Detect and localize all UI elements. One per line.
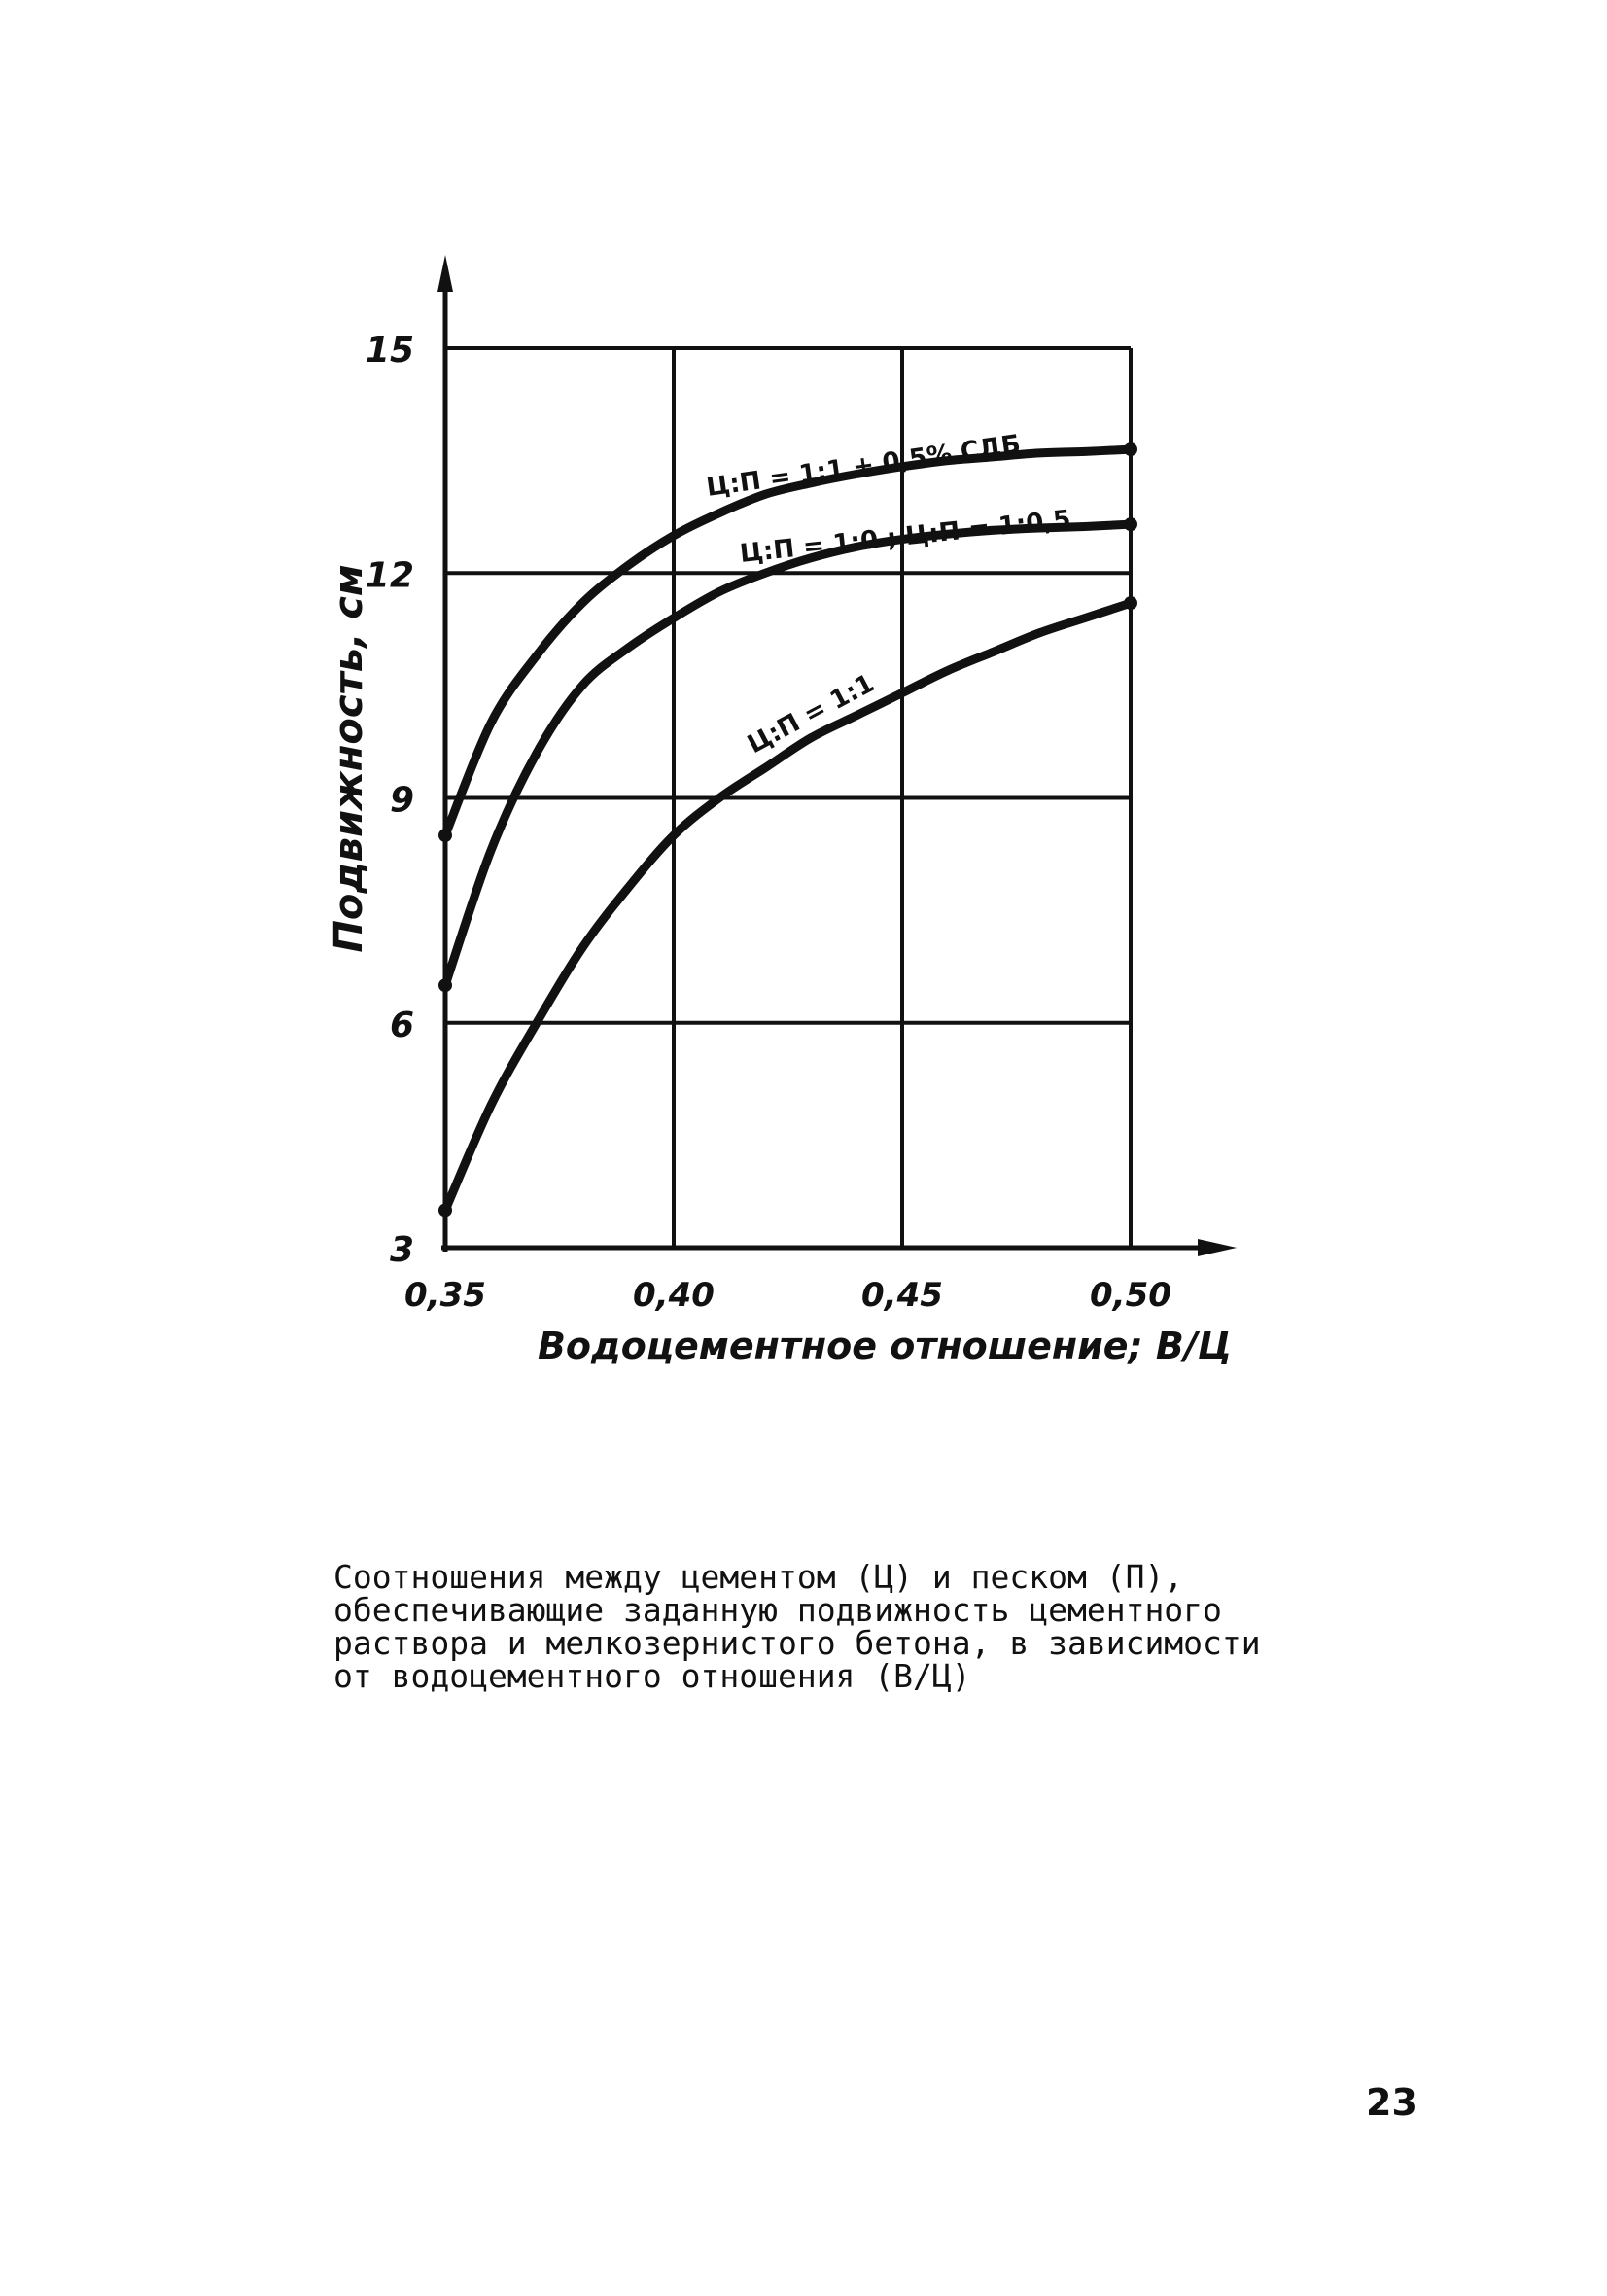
figure-caption: Соотношения между цементом (Ц) и песком (П), обеспечивающие заданную подвижность цементного раствора и мелкозернистого бетона, в зависимости от водоцементного отношения (В/Ц)	[333, 1558, 1261, 1695]
x-tick-label: 0,50	[1090, 1276, 1171, 1315]
series-label-2: Ц:П = 1:0 ; Ц:П = 1:0,5	[738, 505, 1072, 569]
y-tick-label: 9	[389, 780, 414, 821]
y-tick-label: 12	[365, 555, 414, 596]
series-3-point-end	[1124, 596, 1137, 610]
y-axis-arrow	[437, 255, 453, 292]
y-axis-title: Подвижность, см	[327, 564, 371, 953]
x-tick-label: 0,40	[633, 1276, 715, 1315]
x-axis-title: Водоцементное отношение; В/Ц	[537, 1325, 1233, 1367]
series-2-point-end	[1124, 517, 1137, 531]
y-tick-label: 15	[365, 331, 414, 371]
series-3-point-start	[438, 1203, 452, 1217]
x-axis-arrow	[1198, 1239, 1237, 1256]
series-label-3: Ц:П = 1:1	[743, 668, 880, 760]
y-tick-label: 3	[389, 1230, 414, 1270]
y-tick-label: 6	[389, 1005, 414, 1045]
x-tick-label: 0,45	[861, 1276, 943, 1315]
x-tick-label: 0,35	[404, 1276, 486, 1315]
page-number: 23	[1366, 2081, 1417, 2124]
series-1-point-end	[1124, 442, 1137, 456]
series-2-point-start	[438, 978, 452, 992]
axes	[437, 255, 1237, 1256]
series-line-1	[445, 449, 1131, 835]
series-line-3	[445, 603, 1131, 1210]
series-1-point-start	[438, 829, 452, 842]
series-label-1: Ц:П = 1:1 + 0,5% СДБ	[704, 429, 1023, 503]
